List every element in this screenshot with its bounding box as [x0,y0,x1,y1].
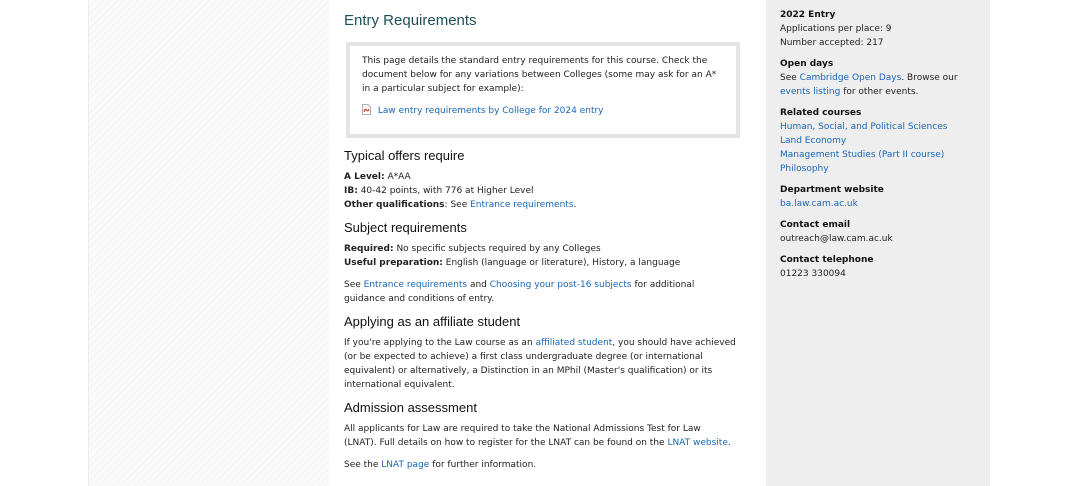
left-gutter [0,0,88,486]
required-label: Required: [344,244,394,254]
a-level-value: A*AA [387,172,411,182]
a-level-label: A Level: [344,172,385,182]
affiliate-heading: Applying as an affiliate student [344,314,521,329]
subject-requirements-list [344,242,736,270]
ib-label: IB: [344,186,358,196]
other-qualifications-line [344,198,736,212]
main-content [344,0,736,486]
lnat-see-post: for further information. [429,460,537,470]
other-qualifications-end: . [573,200,577,210]
department-website-title: Department website [780,185,884,195]
contact-telephone-title: Contact telephone [780,255,874,265]
useful-preparation-label: Useful preparation: [344,258,443,268]
see-also-mid: and [467,280,490,290]
admission-pre: All applicants for Law are required to take the National Admissions Test for Law (LNAT). Full details on how to register for the LNAT can be found on the [344,424,701,448]
required-line [344,242,736,256]
contact-email-block [780,218,990,246]
see-also-paragraph [344,278,736,306]
contact-telephone-block [780,253,990,281]
page-title: Entry Requirements [344,12,477,29]
ib-line [344,184,736,198]
open-days-mid: . Browse our [901,73,958,83]
typical-offers-list [344,170,736,212]
pdf-entry-requirements-link[interactable]: Law entry requirements by College for 2024 entry [377,106,604,116]
related-course-link[interactable]: Land Economy [780,136,847,146]
related-course-link[interactable]: Management Studies (Part II course) [780,150,945,160]
lnat-page-paragraph [344,458,736,472]
other-qualifications-label: Other qualifications [344,200,445,210]
entrance-requirements-link-2[interactable]: Entrance requirements [363,280,468,290]
department-website-block [780,183,990,211]
choosing-post16-subjects-link[interactable]: Choosing your post-16 subjects [489,280,632,290]
contact-email-value: outreach@law.cam.ac.uk [780,234,893,244]
open-days-text [780,71,990,99]
admission-post: . [727,438,731,448]
typical-offers-heading: Typical offers require [344,148,465,163]
lnat-website-link[interactable]: LNAT website [667,438,728,448]
useful-preparation-value: English (language or literature), History, a language [445,258,681,268]
number-accepted: Number accepted: 217 [780,38,884,48]
intro-text: This page details the standard entry requirements for this course. Check the document below for any variations between Colleges (some may ask for an A* in a particular subject for example): [362,56,717,94]
related-courses-block [780,106,990,176]
related-course-link[interactable]: Human, Social, and Political Sciences [780,122,948,132]
related-course-link[interactable]: Philosophy [780,164,829,174]
applications-per-place: Applications per place: 9 [780,24,892,34]
lnat-page-link[interactable]: LNAT page [381,460,430,470]
events-listing-link[interactable]: events listing [780,87,841,97]
open-days-title: Open days [780,59,834,69]
ib-value: 40-42 points, with 776 at Higher Level [360,186,534,196]
entry-info-box [346,42,740,138]
pdf-file-icon [362,104,371,115]
related-courses-title: Related courses [780,108,862,118]
affiliate-post: , you should have achieved (or be expected to achieve) a first class undergraduate degree (or international equivalent) or alternatively, a Distinction in an MPhil (Master's qualification) or its international equivalent. [344,338,736,390]
entry-stats-title: 2022 Entry [780,10,836,20]
right-gutter [990,0,1080,486]
see-also-post: for additional guidance and conditions of entry. [344,280,695,304]
department-website-link[interactable]: ba.law.cam.ac.uk [780,199,858,209]
contact-telephone-value: 01223 330094 [780,269,846,279]
open-days-pre: See [780,73,800,83]
affiliate-pre: If you're applying to the Law course as an [344,338,536,348]
required-value: No specific subjects required by any Colleges [396,244,601,254]
contact-email-title: Contact email [780,220,851,230]
entrance-requirements-link[interactable]: Entrance requirements [470,200,574,210]
useful-preparation-line [344,256,736,270]
affiliated-student-link[interactable]: affiliated student [535,338,613,348]
cambridge-open-days-link[interactable]: Cambridge Open Days [799,73,902,83]
see-also-pre: See [344,280,364,290]
open-days-post: for other events. [840,87,919,97]
subject-requirements-heading: Subject requirements [344,220,467,235]
decorative-hatch-panel [88,0,329,486]
affiliate-paragraph [344,336,736,392]
entry-stats-block [780,8,990,50]
open-days-block [780,57,990,99]
admission-paragraph [344,422,736,450]
a-level-line [344,170,736,184]
admission-assessment-heading: Admission assessment [344,400,477,415]
lnat-see-pre: See the [344,460,382,470]
pdf-row [362,104,724,118]
course-sidebar [766,0,990,486]
other-qualifications-text: : See [444,200,471,210]
